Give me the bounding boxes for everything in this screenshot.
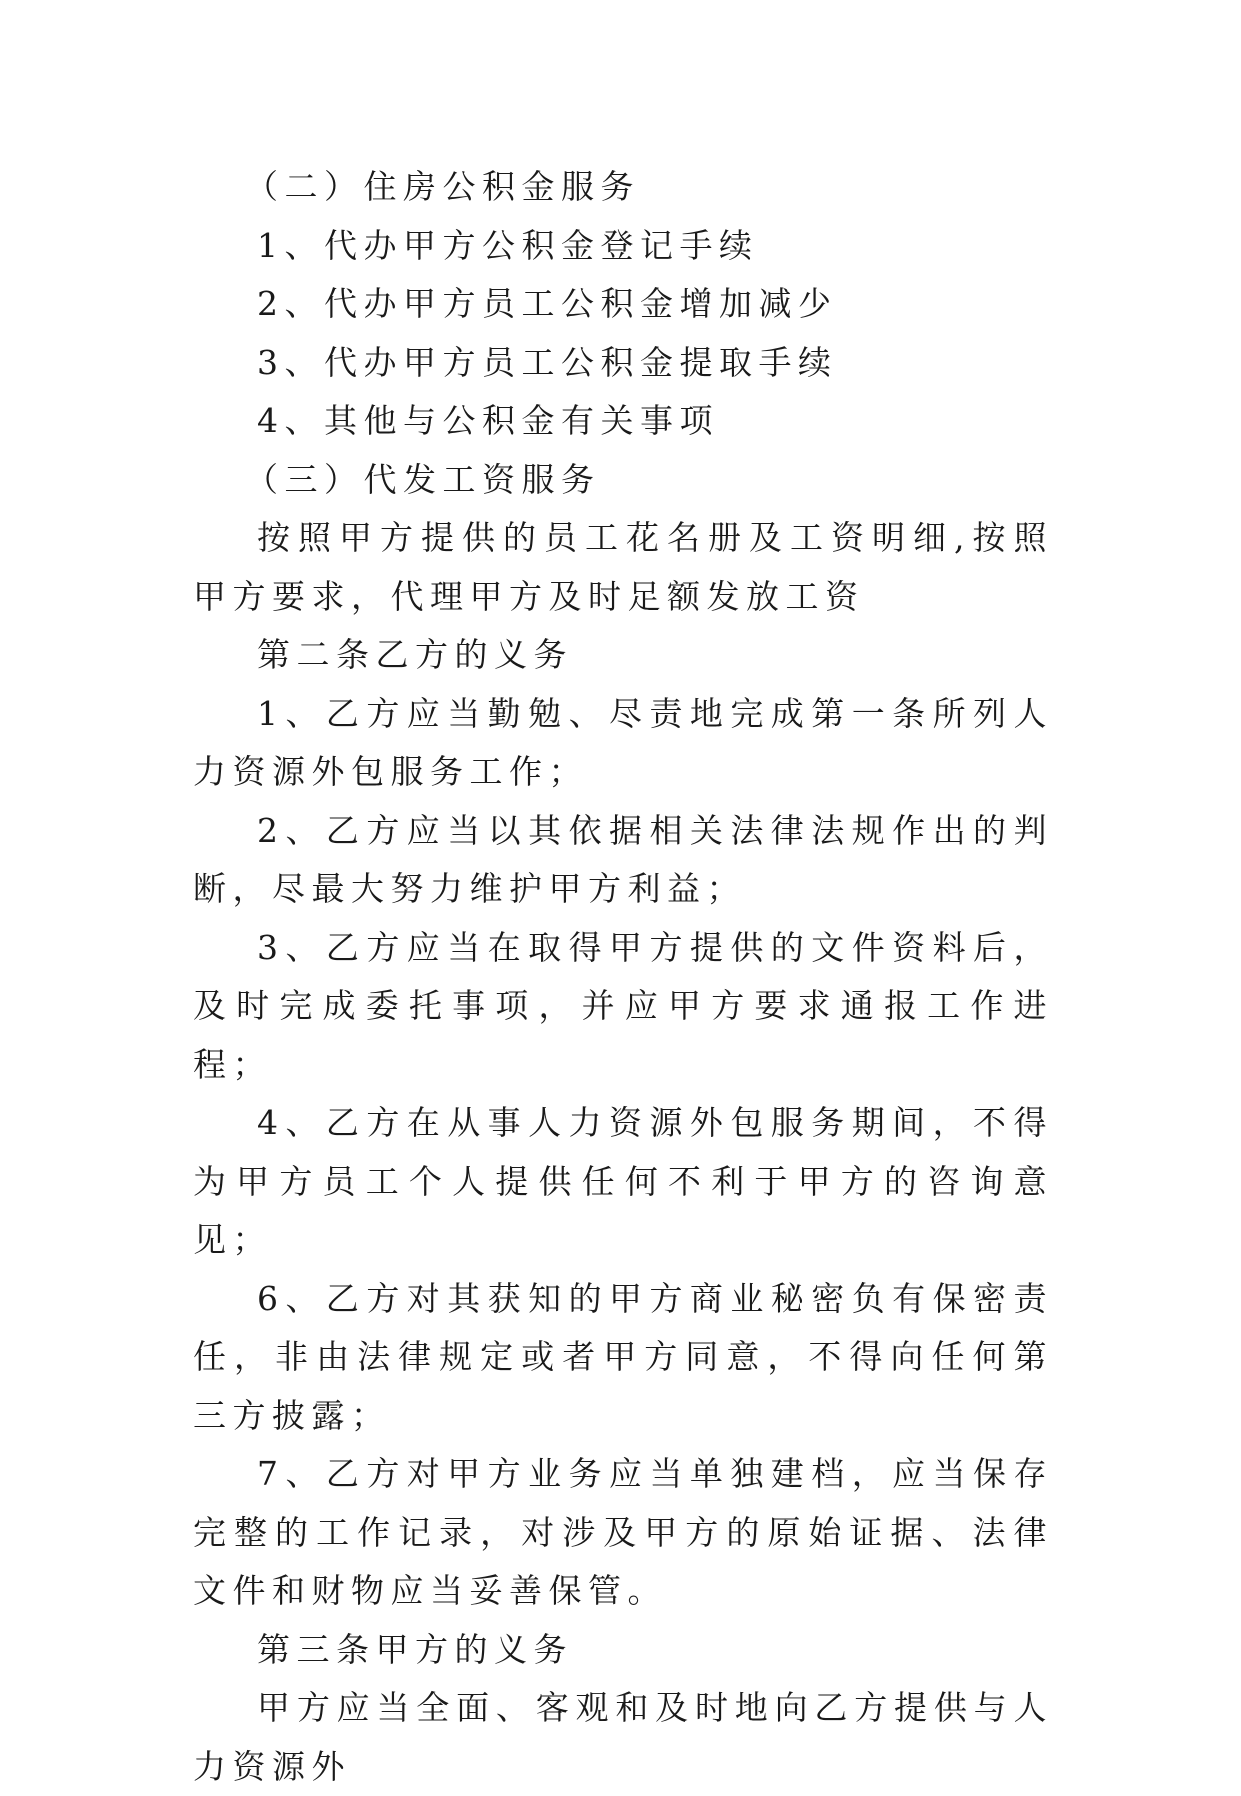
paragraph: 6、乙方对其获知的甲方商业秘密负有保密责任，非由法律规定或者甲方同意，不得向任何第三方披露； (193, 1278, 1053, 1435)
paragraph: 2、乙方应当以其依据相关法律法规作出的判断，尽最大努力维护甲方利益； (193, 810, 1053, 908)
paragraph: 2、代办甲方员工公积金增加减少 (257, 284, 838, 323)
paragraph: 1、乙方应当勤勉、尽责地完成第一条所列人力资源外包服务工作； (193, 693, 1053, 791)
paragraph: 3、代办甲方员工公积金提取手续 (257, 342, 838, 382)
document-body (193, 158, 1053, 1796)
section-heading-payroll: （三）代发工资服务 (245, 459, 601, 499)
paragraph: 7、乙方对甲方业务应当单独建档，应当保存完整的工作记录，对涉及甲方的原始证据、法律文件和财物应当妥善保管。 (193, 1454, 1053, 1610)
paragraph: 3、乙方应当在取得甲方提供的文件资料后，及时完成委托事项，并应甲方要求通报工作进程； (193, 927, 1053, 1084)
paragraph: 甲方应当全面、客观和及时地向乙方提供与人力资源外 (193, 1688, 1053, 1786)
article-heading-party-a: 第三条甲方的义务 (257, 1629, 573, 1669)
paragraph: 按照甲方提供的员工花名册及工资明细,按照甲方要求，代理甲方及时足额发放工资 (193, 518, 1053, 616)
paragraph: 4、乙方在从事人力资源外包服务期间，不得为甲方员工个人提供任何不利于甲方的咨询意见； (193, 1103, 1053, 1259)
paragraph: 1、代办甲方公积金登记手续 (257, 225, 759, 265)
paragraph: 4、其他与公积金有关事项 (257, 401, 719, 440)
section-heading-housing-fund: （二）住房公积金服务 (245, 167, 640, 206)
article-heading-party-b: 第二条乙方的义务 (257, 635, 573, 674)
